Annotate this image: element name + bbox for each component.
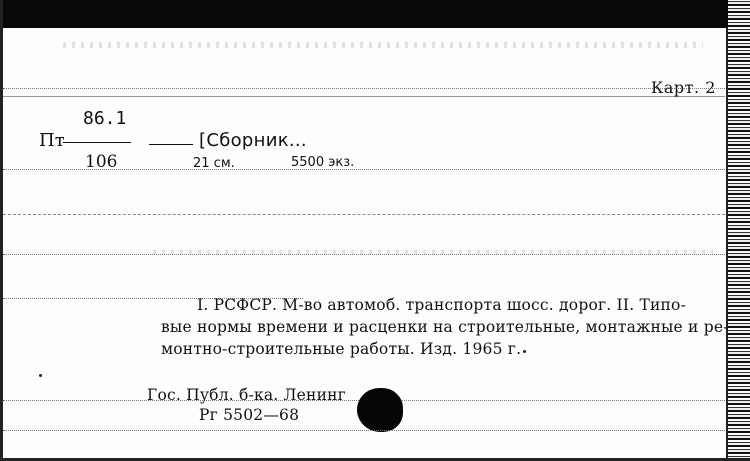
scan-speck: [523, 350, 526, 353]
ruled-line: [3, 254, 725, 255]
dash: [149, 144, 193, 145]
classification-fraction-bar: [63, 142, 131, 143]
classification-bottom: 106: [85, 152, 118, 172]
classification-code: Пт: [39, 130, 65, 151]
physical-size: 21 см.: [193, 156, 235, 171]
scan-noise: [63, 42, 703, 48]
scan-right-edge: [728, 0, 750, 461]
ruled-line: [3, 214, 725, 215]
card-title: [Сборник...: [199, 130, 307, 151]
order-number: Рг 5502—68: [199, 406, 300, 424]
ruled-line: [3, 169, 725, 170]
classification-top: 86.1: [83, 108, 127, 129]
scan-top-border: [0, 0, 750, 28]
scan-noise: [153, 250, 713, 254]
print-run: 5500 экз.: [291, 155, 355, 170]
catalog-card: [3, 28, 728, 458]
annotation-line: монтно-строительные работы. Изд. 1965 г.: [161, 340, 522, 358]
scan-speck: [39, 374, 42, 377]
annotation-line: I. РСФСР. М-во автомоб. транспорта шосс. дорог. II. Типо-: [197, 296, 687, 314]
card-number: Карт. 2: [651, 78, 716, 97]
ruled-line: [3, 96, 725, 97]
annotation-line: вые нормы времени и расценки на строительные, монтажные и ре-: [161, 318, 729, 336]
ink-blot: [357, 388, 403, 432]
ruled-line: [3, 88, 725, 89]
ruled-line: [3, 430, 725, 431]
printer-line: Гос. Публ. б-ка. Ленинг: [147, 386, 346, 404]
